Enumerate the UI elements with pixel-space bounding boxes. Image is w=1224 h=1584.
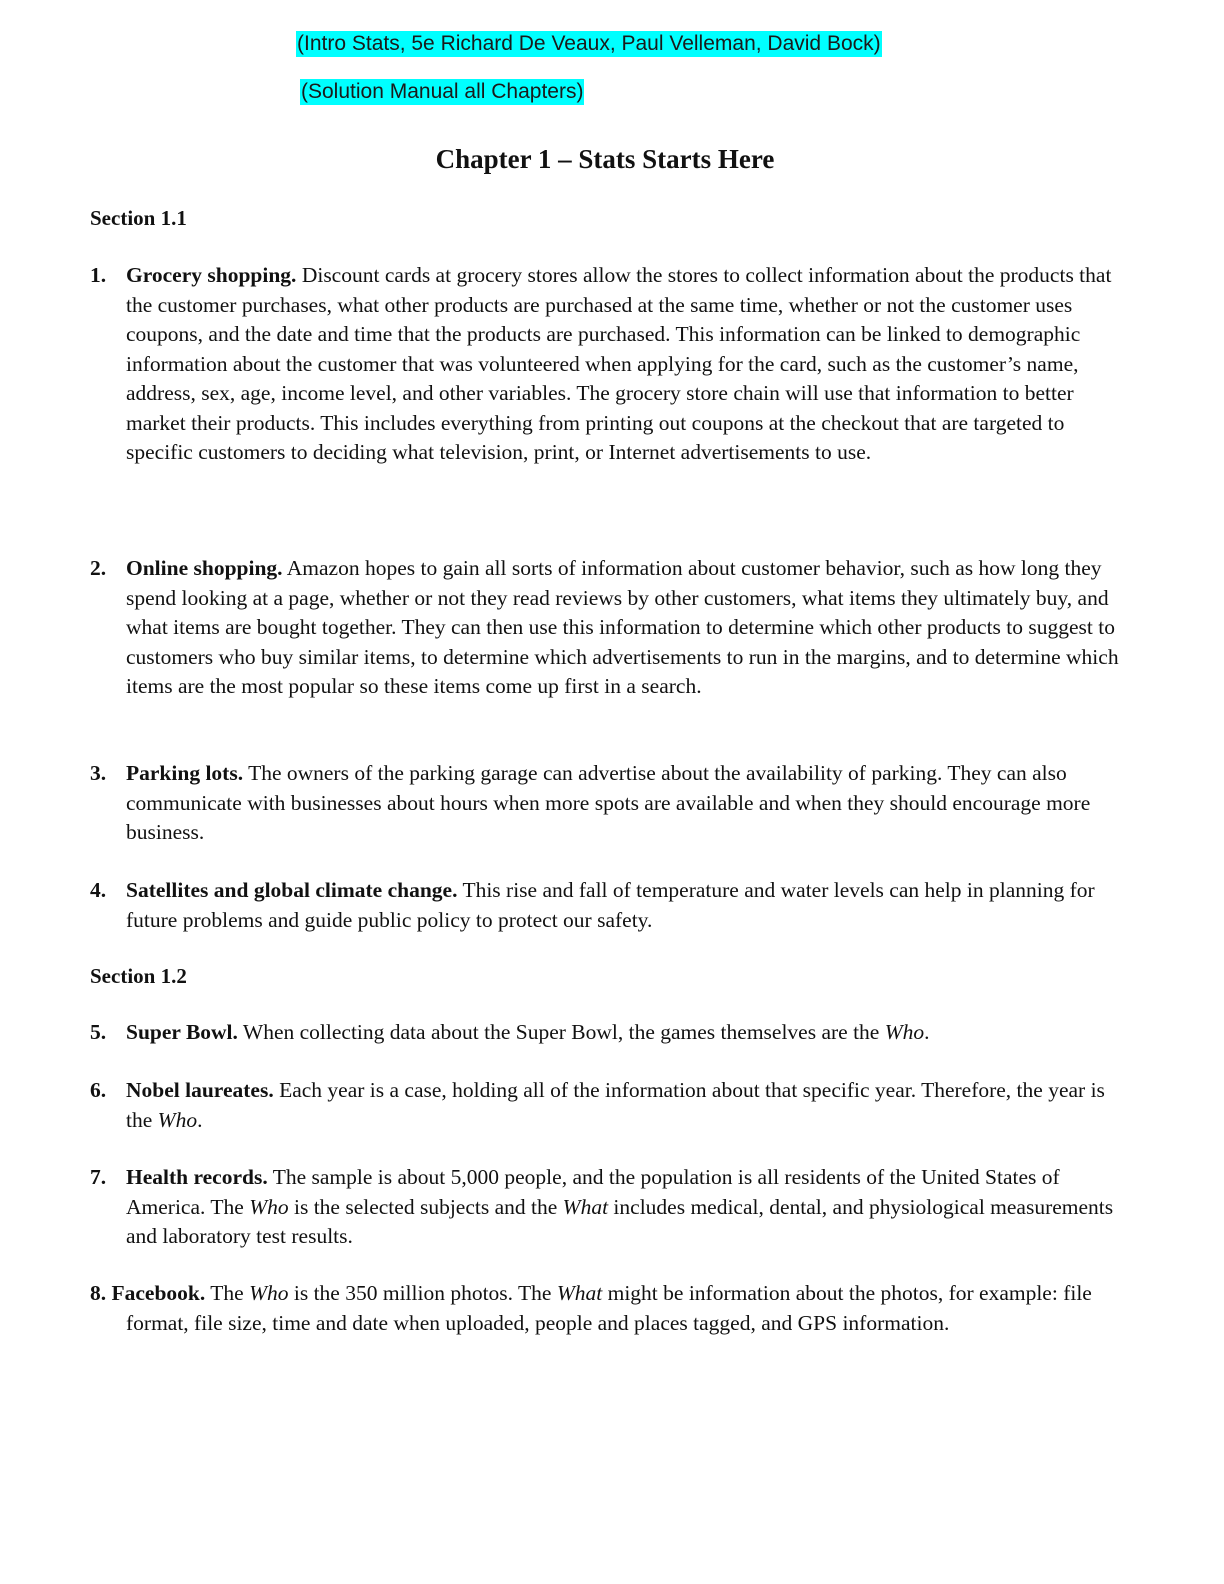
item-number: 1.: [90, 263, 107, 287]
item-text: Discount cards at grocery stores allow the stores to collect information about the products that the customer purchases, what other products are purchased at the same time, whether or not the customer uses coupons, and the date and time that the products are purchased. This information can be linked to demographic information about the customer that was volunteered when applying for the card, such as the customer’s name, address, sex, age, income level, and other variables. The grocery store chain will use that information to better market their products. This includes everything from printing out coupons at the checkout that are targeted to specific customers to deciding what television, print, or Internet advertisements to use.: [126, 263, 1112, 464]
item-number: 6.: [90, 1078, 107, 1102]
item-lead: Parking lots.: [126, 761, 244, 785]
item-text: The owners of the parking garage can advertise about the availability of parking. They can also communicate with businesses about hours when more spots are available and when they should encourage more business.: [126, 761, 1091, 844]
list-item: [90, 1018, 1130, 1048]
item-emphasis: Who: [884, 1020, 925, 1044]
item-emphasis: What: [556, 1281, 603, 1305]
item-emphasis: Who: [249, 1194, 289, 1219]
item-lead: Facebook.: [111, 1281, 206, 1305]
item-text: might be information about the photos, for example: file format, file size, time and date when uploaded, people and places tagged, and GPS information.: [126, 1281, 1092, 1335]
list-item: [90, 1076, 1130, 1135]
item-lead: Satellites and global climate change.: [126, 878, 458, 902]
section-heading: Section 1.1: [90, 206, 187, 230]
item-number: 8.: [90, 1281, 107, 1305]
item-lead: Super Bowl.: [126, 1020, 238, 1044]
list-item: [90, 1163, 1130, 1252]
item-text: The: [205, 1281, 250, 1305]
item-lead: Nobel laureates.: [126, 1078, 274, 1102]
section-heading: Section 1.2: [90, 964, 187, 988]
item-lead: Health records.: [126, 1165, 268, 1189]
item-text: is the selected subjects and the: [288, 1194, 563, 1219]
item-number: 7.: [90, 1165, 107, 1189]
item-number: 5.: [90, 1020, 107, 1044]
item-lead: Online shopping.: [126, 556, 283, 580]
item-text: When collecting data about the Super Bowl, the games themselves are the: [237, 1020, 885, 1044]
list-item: [90, 554, 1130, 702]
item-text: This rise and fall of temperature and water levels can help in planning for future problems and guide public policy to protect our safety.: [126, 878, 1095, 932]
item-number: 2.: [90, 556, 107, 580]
list-item: [90, 1279, 1130, 1338]
item-emphasis: Who: [249, 1281, 289, 1305]
item-lead: Grocery shopping.: [126, 263, 297, 287]
highlighted-book-title: (Intro Stats, 5e Richard De Veaux, Paul Velleman, David Bock): [297, 32, 881, 55]
item-text: is the 350 million photos. The: [288, 1281, 557, 1305]
item-text: .: [197, 1107, 203, 1132]
item-text: Each year is a case, holding all of the information about that specific year. Therefore, the year is the: [126, 1078, 1105, 1132]
highlighted-manual-label: (Solution Manual all Chapters): [301, 80, 584, 103]
item-number: 4.: [90, 878, 107, 902]
chapter-title: Chapter 1 – Stats Starts Here: [435, 144, 775, 174]
item-text: The sample is about 5,000 people, and the population is all residents of the United States of America. The: [126, 1165, 1060, 1219]
item-emphasis: Who: [157, 1107, 198, 1132]
list-item: [90, 876, 1130, 935]
list-item: [90, 759, 1130, 848]
item-number: 3.: [90, 761, 107, 785]
item-emphasis: What: [562, 1194, 609, 1219]
item-text: Amazon hopes to gain all sorts of information about customer behavior, such as how long they spend looking at a page, whether or not they read reviews by other customers, what items they ultimately buy, and what items are bought together. They can then use this information to determine which other products to suggest to customers who buy similar items, to determine which advertisements to run in the margins, and to determine which items are the most popular so these items come up first in a search.: [126, 556, 1119, 698]
list-item: [90, 261, 1130, 468]
item-text: .: [924, 1020, 930, 1044]
item-text: includes medical, dental, and physiological measurements and laboratory test results.: [126, 1194, 1114, 1248]
